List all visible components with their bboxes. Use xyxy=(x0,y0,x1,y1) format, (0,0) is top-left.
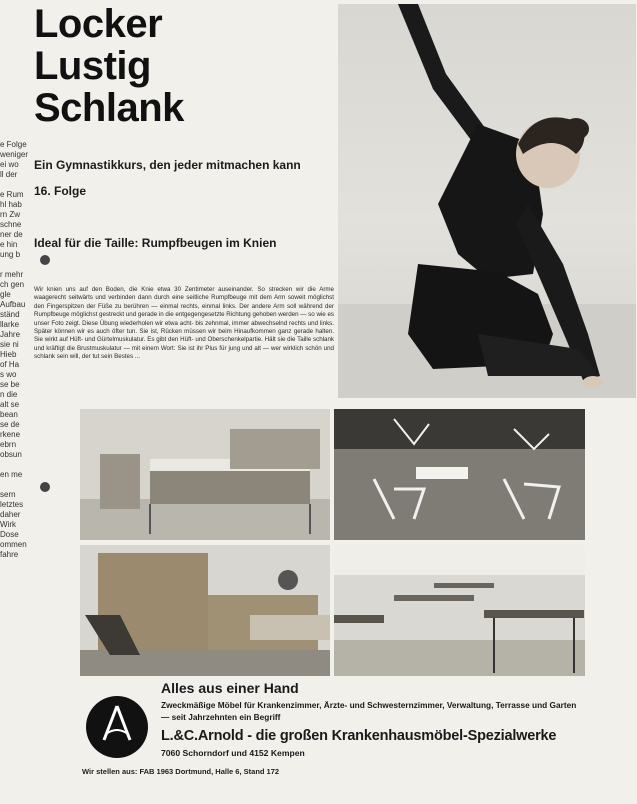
fragment-line: ständ xyxy=(0,310,20,319)
fragment-line: en me xyxy=(0,470,23,479)
fragment-line: bean xyxy=(0,410,18,419)
fragment-line: Dose xyxy=(0,530,19,539)
fragment-line: n die xyxy=(0,390,18,399)
exhibition-footer: Wir stellen aus: FAB 1963 Dortmund, Halle 6, Stand 172 xyxy=(82,767,280,776)
headline-line-2: Lustig xyxy=(34,44,151,88)
fragment-line: rkene xyxy=(0,430,21,439)
fragment-line: obsun xyxy=(0,450,22,459)
episode-label: 16. Folge xyxy=(34,184,87,198)
ad-headline: Alles aus einer Hand xyxy=(161,680,299,696)
fragment-line: ei wo xyxy=(0,160,19,169)
fragment-line: ll der xyxy=(0,170,18,179)
fragment-line: e hin xyxy=(0,240,18,249)
fragment-line: rn Zw xyxy=(0,210,20,219)
arnold-logo-icon xyxy=(86,696,148,758)
office-room-photo xyxy=(80,545,330,676)
fragment-line: daher xyxy=(0,510,21,519)
fragment-line: hl hab xyxy=(0,200,22,209)
hospital-beds-photo xyxy=(80,409,330,540)
fragment-line xyxy=(0,180,30,190)
arnold-advertisement xyxy=(80,409,585,764)
fragment-line: e Folge xyxy=(0,140,27,149)
fragment-line: r mehr xyxy=(0,270,24,279)
ad-address: 7060 Schorndorf und 4152 Kempen xyxy=(161,748,305,758)
ad-company-name: L.&C.Arnold - die großen Krankenhausmöbel-Spezialwerke xyxy=(161,728,557,744)
fragment-line: alt se xyxy=(0,400,20,409)
fragment-line xyxy=(0,480,30,490)
article-subtitle: Ein Gymnastikkurs, den jeder mitmachen kann xyxy=(34,158,301,172)
fragment-line: ner de xyxy=(0,230,23,239)
fragment-line: of Ha xyxy=(0,360,20,369)
fragment-line: letztes xyxy=(0,500,24,509)
fragment-line: Aufbau xyxy=(0,300,26,309)
fragment-line: schne xyxy=(0,220,22,229)
fragment-line: ebrn xyxy=(0,440,17,449)
dining-hall-photo xyxy=(334,545,585,676)
exercise-title: Ideal für die Taille: Rumpfbeugen im Knien xyxy=(34,236,277,250)
exercise-photo xyxy=(338,4,636,398)
punch-hole-top xyxy=(40,255,50,265)
article-body-text: Wir knien uns auf den Boden, die Knie etwa 30 Zentimeter auseinander. So strecken wir die Arme waagerecht seitwärts und verbinden dann durch eine seitliche Rumpfbeuge mit dem Arm soweit möglichst den Fingerspitzen der Füße zu berühren — einmal rechts, einmal links. Der andere Arm soll während der Rumpfbeuge möglichst gestreckt und gerade in die entgegengesetzte Richtung gehoben werden — so wie es unser Foto zeigt. Diese Übung wiederholen wir etwa acht- bis zehnmal, immer abwechselnd rechts und links. Später können wir es auch öfter tun. Sie ist, Rücken müssen wir beim Hinaufkommen ganz gerade halten. Sie wirkt auf Hüft- und Gürtelmuskulatur. Es gibt den Hüft- und Oberschenkelpartie. Hält sie die Taille schlank und kräftigt die Brustmuskulatur — mit einem Wort: Sie ist ihr Plus für jung und alt — wer wirklich schön und schlank sein will, der tut sein Bestes ... xyxy=(34,286,334,361)
fragment-line: Wirk xyxy=(0,520,16,529)
fragment-line: ung b xyxy=(0,250,21,259)
ad-description: Zweckmäßige Möbel für Krankenzimmer, Ärzte- und Schwesternzimmer, Verwaltung, Terrasse und Garten — seit Jahrzehnten ein Begriff xyxy=(161,700,577,722)
garden-chairs-photo xyxy=(334,409,585,540)
punch-hole-bottom xyxy=(40,482,50,492)
fragment-line: ch gen xyxy=(0,280,25,289)
fragment-line: se de xyxy=(0,420,20,429)
fragment-line: Jahre xyxy=(0,330,21,339)
fragment-line: fahre xyxy=(0,550,19,559)
fragment-line: sie ni xyxy=(0,340,19,349)
fragment-line: ommen xyxy=(0,540,27,549)
fragment-line xyxy=(0,460,30,470)
previous-page-column-fragment xyxy=(0,140,30,560)
fragment-line: sern xyxy=(0,490,16,499)
fragment-line: weniger xyxy=(0,150,29,159)
headline-line-3: Schlank xyxy=(34,86,184,130)
fragment-line: gle xyxy=(0,290,11,299)
woman-kneeling-stretch-illustration xyxy=(338,4,636,398)
fragment-line: s wo xyxy=(0,370,17,379)
headline-line-1: Locker xyxy=(34,2,163,46)
fragment-line xyxy=(0,260,30,270)
fragment-line: e Rum xyxy=(0,190,24,199)
fragment-line: llarke xyxy=(0,320,20,329)
fragment-line: Hieb xyxy=(0,350,17,359)
fragment-line: se be xyxy=(0,380,20,389)
